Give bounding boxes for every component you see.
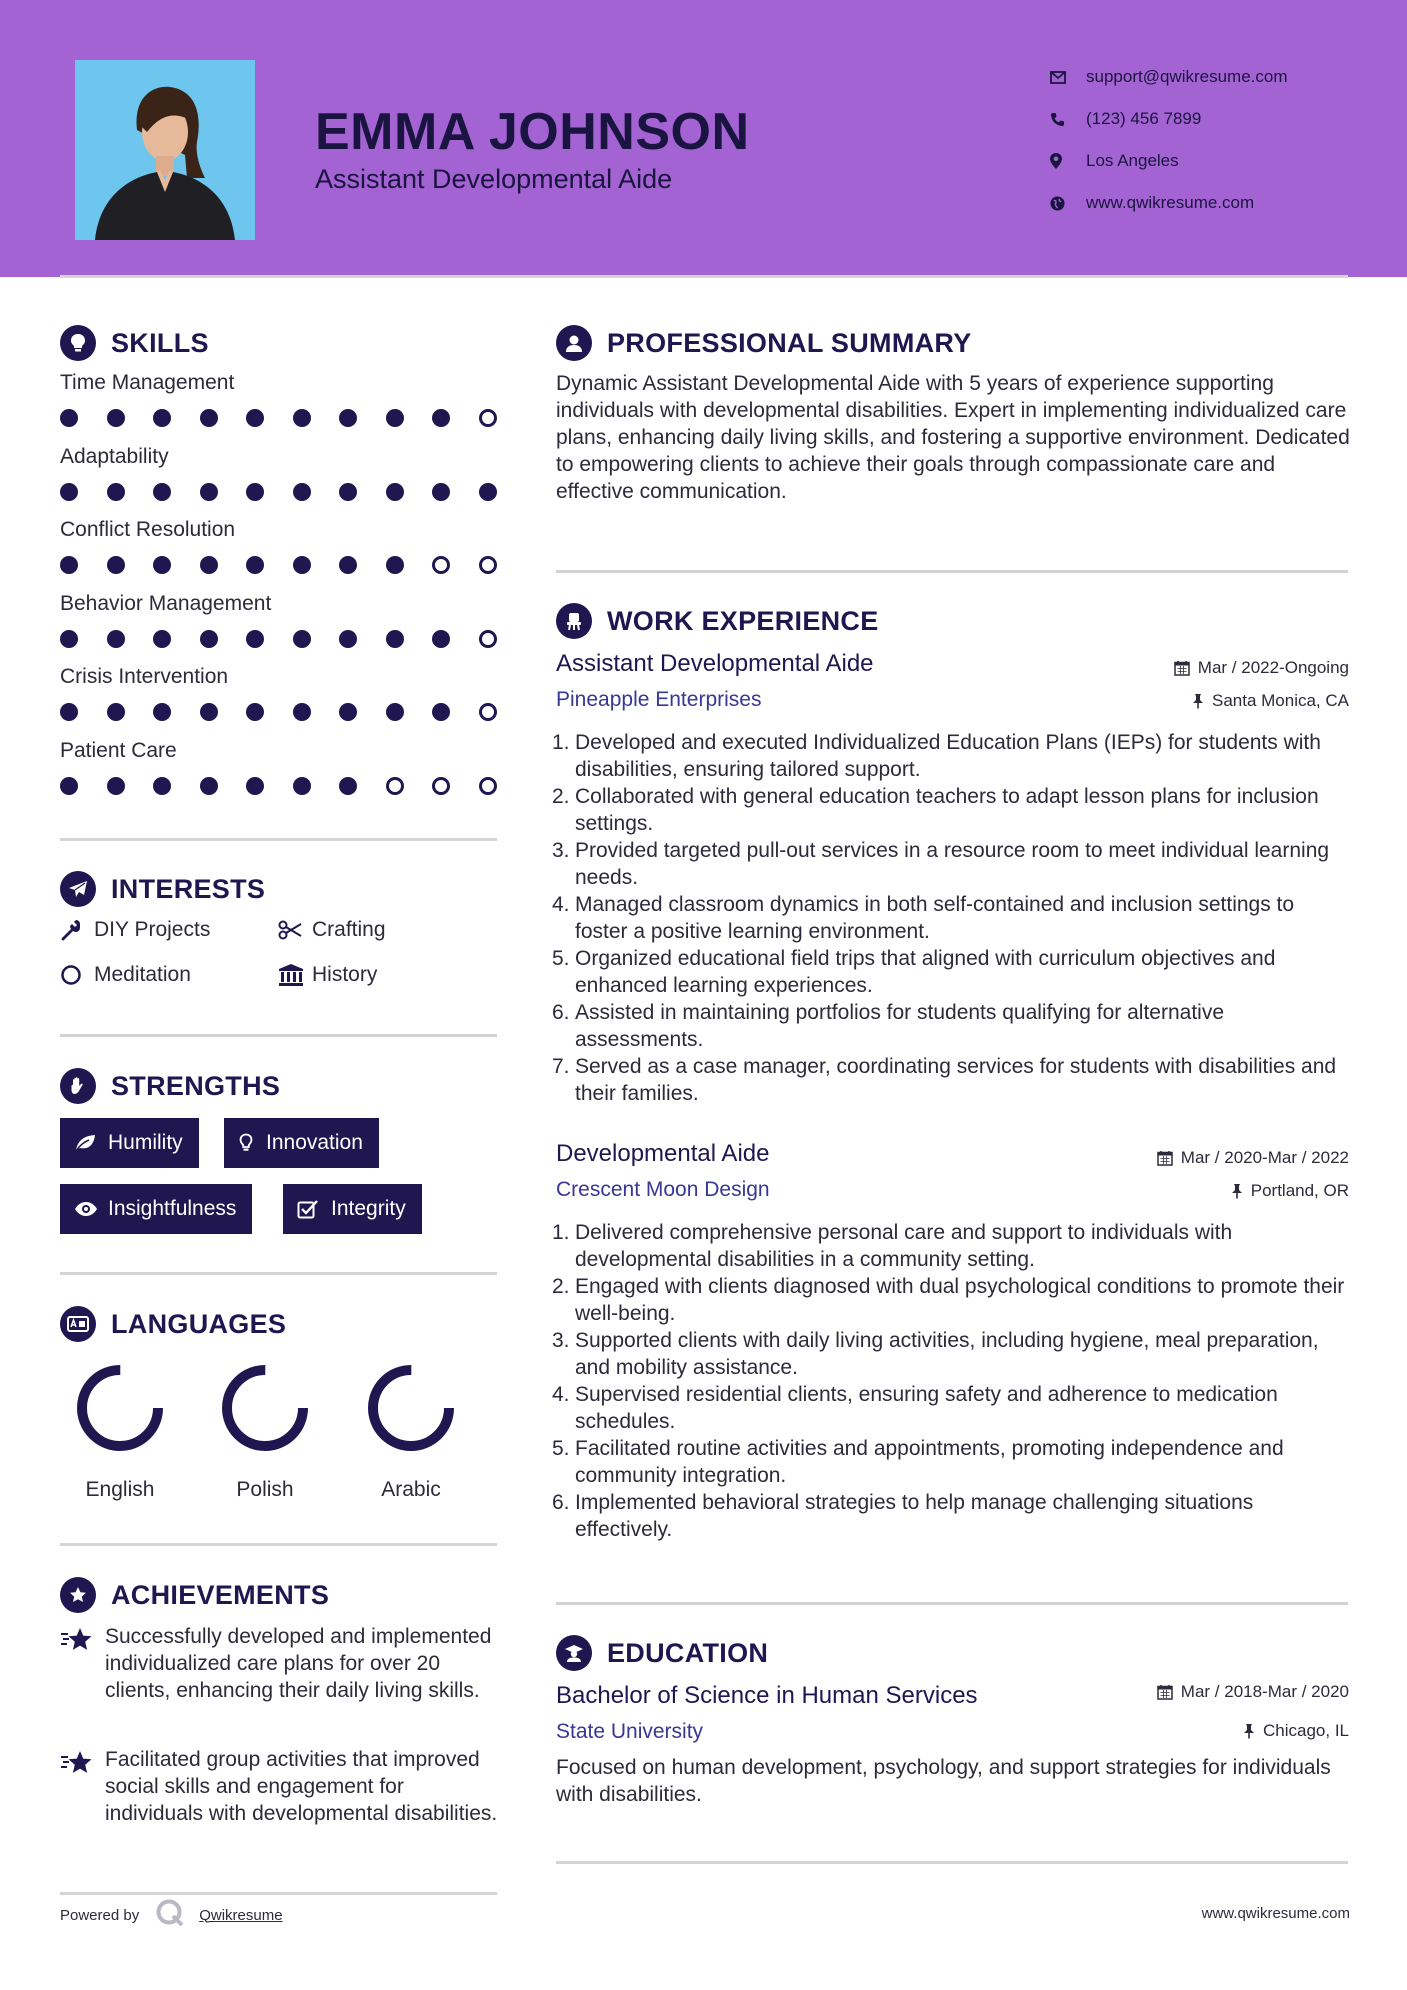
rating-dot-filled <box>153 630 171 648</box>
duty-text: Implemented behavioral strategies to help manage challenging situations effectively. <box>575 1491 1254 1541</box>
interest-item: DIY Projects <box>60 918 210 942</box>
job-location: Santa Monica, CA <box>1192 691 1349 711</box>
rating-dot-filled <box>339 777 357 795</box>
skill-item <box>60 371 500 433</box>
powered-by: Powered by Qwikresume <box>60 1898 283 1932</box>
envelope-icon <box>1050 71 1086 84</box>
duty-number: 6. <box>552 1491 570 1514</box>
duty-text: Facilitated routine activities and appointments, promoting independence and community integration. <box>575 1437 1284 1487</box>
rating-dot-filled <box>293 703 311 721</box>
rating-dot-empty <box>479 777 497 795</box>
duty-number: 4. <box>552 893 570 916</box>
job-dates: Mar / 2022-Ongoing <box>1174 658 1349 678</box>
skill-rating <box>60 771 500 801</box>
language-item <box>351 1360 471 1502</box>
duty-item <box>552 945 1350 999</box>
qwikresume-logo-icon <box>155 1898 185 1932</box>
school-name: State University <box>556 1720 704 1743</box>
rating-dot-filled <box>479 483 497 501</box>
strength-tag: Integrity <box>283 1184 422 1234</box>
rating-dot-empty <box>479 703 497 721</box>
rating-dot-filled <box>200 777 218 795</box>
rating-dot-filled <box>200 703 218 721</box>
rating-dot-filled <box>200 409 218 427</box>
rating-dot-filled <box>246 703 264 721</box>
rating-dot-filled <box>339 630 357 648</box>
skill-name: Adaptability <box>60 444 169 468</box>
language-gauge-arc <box>373 1370 449 1446</box>
contact-phone[interactable]: (123) 456 7899 <box>1050 98 1288 140</box>
language-gauge-arc <box>227 1370 303 1446</box>
rating-dot-filled <box>293 556 311 574</box>
leaf-icon <box>74 1134 108 1152</box>
contact-email[interactable]: support@qwikresume.com <box>1050 56 1288 98</box>
interest-item: History <box>278 963 377 987</box>
rating-dot-filled <box>432 703 450 721</box>
pushpin-icon <box>1231 1183 1243 1199</box>
eye-icon <box>74 1201 108 1217</box>
rating-dot-filled <box>432 409 450 427</box>
wrench-icon <box>60 919 94 941</box>
strength-tag: Humility <box>60 1118 199 1168</box>
language-gauge <box>363 1360 459 1456</box>
map-pin-icon <box>1050 153 1086 169</box>
duty-text: Delivered comprehensive personal care and support to individuals with developmental disabilities in a community setting. <box>575 1221 1233 1271</box>
rating-dot-filled <box>339 556 357 574</box>
calendar-icon <box>1174 660 1190 676</box>
rating-dot-filled <box>153 409 171 427</box>
achievement-item: Facilitated group activities that improved social skills and engagement for individuals with developmental disabilities. <box>60 1746 500 1827</box>
language-gauge <box>217 1360 313 1456</box>
rating-dot-filled <box>153 703 171 721</box>
duty-item <box>552 1053 1350 1107</box>
rating-dot-filled <box>386 409 404 427</box>
skill-item <box>60 445 500 507</box>
rating-dot-filled <box>386 556 404 574</box>
duty-text: Managed classroom dynamics in both self-contained and inclusion settings to foster a positive learning environment. <box>575 893 1295 943</box>
education-heading: EDUCATION <box>556 1635 768 1671</box>
rating-dot-filled <box>200 630 218 648</box>
hand-icon <box>60 1068 96 1104</box>
rating-dot-filled <box>60 483 78 501</box>
education-location: Chicago, IL <box>1243 1721 1349 1741</box>
museum-icon <box>278 963 312 987</box>
candidate-name: EMMA JOHNSON <box>315 103 750 161</box>
rating-dot-filled <box>386 703 404 721</box>
skill-rating <box>60 697 500 727</box>
duty-number: 1. <box>552 1221 570 1244</box>
duty-number: 5. <box>552 947 570 970</box>
languages-divider <box>60 1543 497 1546</box>
job-dates: Mar / 2020-Mar / 2022 <box>1157 1148 1349 1168</box>
circle-icon <box>60 964 94 986</box>
duty-text: Organized educational field trips that aligned with curriculum objectives and enhanced learning experiences. <box>575 947 1276 997</box>
duty-text: Supervised residential clients, ensuring safety and adherence to medication schedules. <box>575 1383 1278 1433</box>
skill-item <box>60 592 500 654</box>
candidate-role: Assistant Developmental Aide <box>315 164 673 194</box>
degree-title: Bachelor of Science in Human Services <box>556 1682 978 1709</box>
rating-dot-filled <box>293 777 311 795</box>
interest-item: Crafting <box>278 918 386 942</box>
rating-dot-filled <box>432 630 450 648</box>
duty-number: 3. <box>552 839 570 862</box>
calendar-icon <box>1157 1150 1173 1166</box>
language-name: Polish <box>236 1478 294 1501</box>
skill-name: Behavior Management <box>60 591 272 615</box>
rating-dot-filled <box>200 483 218 501</box>
rating-dot-filled <box>246 777 264 795</box>
rating-dot-filled <box>386 630 404 648</box>
achievements-divider <box>60 1892 497 1895</box>
rating-dot-filled <box>246 556 264 574</box>
summary-text: Dynamic Assistant Developmental Aide with 5 years of experience supporting individuals with developmental disabilities. Expert in implementing individualized care plans, enhancing daily living skills, and fostering a supportive environment. Dedicated to empowering clients to achieve their goals through compassionate care and effective communication. <box>556 372 1350 503</box>
job-title: Developmental Aide <box>556 1140 770 1167</box>
rating-dot-filled <box>107 777 125 795</box>
experience-heading: WORK EXPERIENCE <box>556 603 879 639</box>
rating-dot-filled <box>246 630 264 648</box>
rating-dot-filled <box>153 556 171 574</box>
duty-number: 6. <box>552 1001 570 1024</box>
duty-text: Developed and executed Individualized Education Plans (IEPs) for students with disabilities, ensuring tailored support. <box>575 731 1321 781</box>
rating-dot-filled <box>60 409 78 427</box>
checkbox-icon <box>297 1199 331 1219</box>
duty-text: Served as a case manager, coordinating services for students with disabilities and their families. <box>575 1055 1337 1105</box>
experience-divider <box>556 1602 1348 1605</box>
rating-dot-filled <box>246 409 264 427</box>
calendar-icon <box>1157 1684 1173 1700</box>
qwikresume-link[interactable]: Qwikresume <box>199 1906 283 1924</box>
duty-number: 7. <box>552 1055 570 1078</box>
rating-dot-filled <box>339 483 357 501</box>
rating-dot-empty <box>432 556 450 574</box>
pushpin-icon <box>1243 1723 1255 1739</box>
rating-dot-filled <box>107 630 125 648</box>
rating-dot-filled <box>60 630 78 648</box>
duty-item <box>552 891 1350 945</box>
duty-text: Collaborated with general education teachers to adapt lesson plans for inclusion settings. <box>575 785 1319 835</box>
duty-item <box>552 1219 1350 1273</box>
duty-item <box>552 999 1350 1053</box>
skill-rating <box>60 477 500 507</box>
rating-dot-filled <box>60 556 78 574</box>
user-icon <box>556 325 592 361</box>
achievement-item: Successfully developed and implemented individualized care plans for over 20 clients, enhancing their daily living skills. <box>60 1623 500 1704</box>
star-icon <box>60 1623 105 1704</box>
strengths-heading: STRENGTHS <box>60 1068 280 1104</box>
contact-location: Los Angeles <box>1050 140 1288 182</box>
interest-item: Meditation <box>60 963 191 987</box>
skill-rating <box>60 550 500 580</box>
contact-list <box>1050 56 1288 224</box>
skills-heading: SKILLS <box>60 325 209 361</box>
strength-tag: Innovation <box>224 1118 379 1168</box>
language-gauge-arc <box>82 1370 158 1446</box>
lightbulb-outline-icon <box>238 1133 266 1153</box>
rating-dot-filled <box>339 703 357 721</box>
globe-icon <box>1050 196 1086 211</box>
header-divider <box>60 275 1348 278</box>
strength-tag: Insightfulness <box>60 1184 252 1234</box>
summary-divider <box>556 570 1348 573</box>
lightbulb-icon <box>60 325 96 361</box>
duty-number: 1. <box>552 731 570 754</box>
duty-text: Provided targeted pull-out services in a resource room to meet individual learning needs. <box>575 839 1330 889</box>
rating-dot-empty <box>432 777 450 795</box>
star-icon <box>60 1746 105 1827</box>
duty-number: 2. <box>552 785 570 808</box>
rating-dot-empty <box>479 556 497 574</box>
languages-heading: LANGUAGES <box>60 1306 286 1342</box>
rating-dot-filled <box>246 483 264 501</box>
duty-number: 4. <box>552 1383 570 1406</box>
education-dates: Mar / 2018-Mar / 2020 <box>1157 1682 1349 1702</box>
company-name: Crescent Moon Design <box>556 1178 770 1201</box>
person-portrait-icon <box>75 60 255 240</box>
duty-item <box>552 1381 1350 1435</box>
contact-website[interactable]: www.qwikresume.com <box>1050 182 1288 224</box>
duty-item <box>552 1273 1350 1327</box>
rating-dot-filled <box>293 630 311 648</box>
language-name: English <box>85 1478 155 1501</box>
rating-dot-filled <box>200 556 218 574</box>
rating-dot-filled <box>339 409 357 427</box>
company-name: Pineapple Enterprises <box>556 688 762 711</box>
rating-dot-empty <box>386 777 404 795</box>
rating-dot-empty <box>479 630 497 648</box>
summary-heading: PROFESSIONAL SUMMARY <box>556 325 972 361</box>
job-location: Portland, OR <box>1231 1181 1349 1201</box>
duty-text: Assisted in maintaining portfolios for students qualifying for alternative assessments. <box>575 1001 1225 1051</box>
duty-number: 3. <box>552 1329 570 1352</box>
rating-dot-filled <box>293 409 311 427</box>
duty-text: Supported clients with daily living activities, including hygiene, meal preparation, and mobility assistance. <box>575 1329 1319 1379</box>
rating-dot-filled <box>107 483 125 501</box>
language-item <box>205 1360 325 1502</box>
rating-dot-filled <box>107 556 125 574</box>
education-description: Focused on human development, psychology, and support strategies for individuals with disabilities. <box>556 1756 1331 1806</box>
skill-item <box>60 739 500 801</box>
graduate-icon <box>556 1635 592 1671</box>
rating-dot-empty <box>479 409 497 427</box>
duty-list <box>552 1219 1350 1543</box>
education-divider <box>556 1861 1348 1864</box>
rating-dot-filled <box>153 483 171 501</box>
rating-dot-filled <box>107 703 125 721</box>
duty-item <box>552 1489 1350 1543</box>
skill-rating <box>60 624 500 654</box>
duty-item <box>552 1327 1350 1381</box>
skill-item <box>60 518 500 580</box>
skill-name: Crisis Intervention <box>60 665 229 688</box>
interests-divider <box>60 1034 497 1037</box>
footer-website[interactable]: www.qwikresume.com <box>1201 1905 1350 1922</box>
star-badge-icon <box>60 1577 96 1613</box>
duty-item <box>552 729 1350 783</box>
duty-number: 2. <box>552 1275 570 1298</box>
rating-dot-filled <box>107 409 125 427</box>
rating-dot-filled <box>60 703 78 721</box>
rating-dot-filled <box>432 483 450 501</box>
interests-heading: INTERESTS <box>60 871 265 907</box>
pushpin-icon <box>1192 693 1204 709</box>
language-card-icon <box>60 1306 96 1342</box>
paper-plane-icon <box>60 871 96 907</box>
rating-dot-filled <box>60 777 78 795</box>
chair-icon <box>556 603 592 639</box>
skill-name: Time Management <box>60 371 235 394</box>
duty-number: 5. <box>552 1437 570 1460</box>
duty-item <box>552 837 1350 891</box>
duty-item <box>552 783 1350 837</box>
header-banner <box>0 0 1407 277</box>
rating-dot-filled <box>153 777 171 795</box>
duty-list <box>552 729 1350 1107</box>
language-gauge <box>72 1360 168 1456</box>
achievements-heading: ACHIEVEMENTS <box>60 1577 329 1613</box>
duty-item <box>552 1435 1350 1489</box>
job-title: Assistant Developmental Aide <box>556 650 874 677</box>
profile-photo <box>75 60 255 240</box>
scissors-icon <box>278 920 312 940</box>
skill-item <box>60 665 500 727</box>
phone-icon <box>1050 112 1086 127</box>
skill-name: Patient Care <box>60 738 177 762</box>
skill-rating <box>60 403 500 433</box>
skill-name: Conflict Resolution <box>60 518 236 541</box>
language-name: Arabic <box>381 1478 441 1501</box>
strengths-divider <box>60 1272 497 1275</box>
rating-dot-filled <box>293 483 311 501</box>
duty-text: Engaged with clients diagnosed with dual psychological conditions to promote their well-being. <box>575 1275 1345 1325</box>
rating-dot-filled <box>386 483 404 501</box>
language-item <box>60 1360 180 1502</box>
skills-divider <box>60 838 497 841</box>
